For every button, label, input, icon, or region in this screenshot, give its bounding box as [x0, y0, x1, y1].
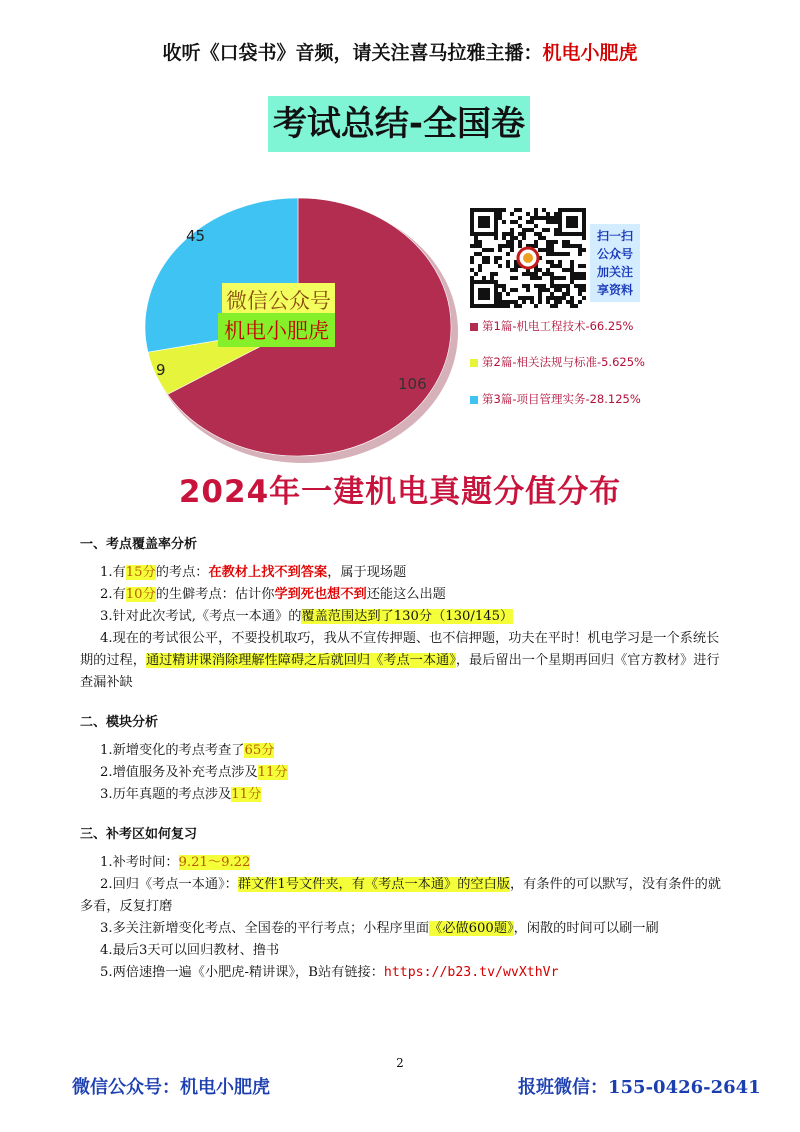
- legend-label: 第2篇-相关法规与标准-5.625%: [482, 355, 645, 369]
- qr-caption-line: 加关注: [596, 265, 633, 279]
- list-item: 2.有10分的生僻考点：估计你学到死也想不到还能这么出题: [100, 587, 446, 602]
- chart-title: 2024年一建机电真题分值分布: [178, 474, 622, 510]
- list-item: 1.有15分的考点：在教材上找不到答案，属于现场题: [100, 565, 407, 580]
- legend-item-1: [470, 318, 633, 334]
- list-item: 2.增值服务及补充考点涉及11分: [100, 765, 288, 780]
- qr-caption-line: 享资料: [596, 283, 633, 297]
- section-heading: 三、补考区如何复习: [80, 827, 198, 842]
- legend-item-3: [470, 391, 641, 407]
- legend-item-2: [470, 354, 645, 370]
- bilibili-link[interactable]: https://b23.tv/wvXthVr: [383, 965, 559, 980]
- page-title: 考试总结-全国卷: [268, 96, 530, 152]
- watermark-line1: 微信公众号: [222, 283, 335, 317]
- header-anchor-name: 机电小肥虎: [542, 42, 638, 64]
- list-item: 1.新增变化的考点考查了65分: [100, 743, 275, 758]
- legend-swatch: [470, 323, 478, 331]
- header-prefix: 收听《口袋书》音频，请关注喜马拉雅主播：: [162, 42, 543, 64]
- legend-label: 第1篇-机电工程技术-66.25%: [482, 319, 634, 333]
- list-item: 5.两倍速撸一遍《小肥虎-精讲课》，B站有链接：https://b23.tv/wvXthVr: [100, 965, 559, 980]
- page-header: [0, 38, 800, 65]
- qr-code-icon: [470, 208, 586, 308]
- list-item: 2.回归《考点一本通》：群文件1号文件夹，有《考点一本通》的空白版，有条件的可以默写，没有条件的就多看，反复打磨: [80, 877, 721, 914]
- watermark-line2: 机电小肥虎: [218, 313, 335, 347]
- content: [80, 534, 730, 984]
- slice-label-1: 9: [156, 361, 166, 379]
- list-item: 3.多关注新增变化考点、全国卷的平行考点；小程序里面《必做600题》，闲散的时间可以刷一刷: [100, 921, 659, 936]
- list-item: 4.最后3天可以回归教材、撸书: [100, 943, 280, 958]
- qr-caption-line: 公众号: [596, 247, 633, 261]
- footer-signup-wechat: 报班微信：155-0426-2641: [518, 1077, 761, 1098]
- section-heading: 二、模块分析: [80, 715, 159, 730]
- legend-swatch: [470, 359, 478, 367]
- page-number: 2: [396, 1056, 404, 1070]
- qr-caption-line: 扫一扫: [596, 229, 633, 243]
- legend-label: 第3篇-项目管理实务-28.125%: [482, 392, 641, 406]
- slice-label-0: 106: [398, 375, 427, 393]
- qr-caption: [590, 224, 640, 302]
- legend-swatch: [470, 396, 478, 404]
- list-item: 3.针对此次考试,《考点一本通》的覆盖范围达到了130分（130/145）: [100, 609, 514, 624]
- list-item: 4.现在的考试很公平，不要投机取巧，我从不宣传押题、也不信押题，功夫在平时！机电学习是一个系统长期的过程，通过精讲课消除理解性障碍之后就回归《考点一本通》，最后留出一个星期再回归《官方教材》进行查漏补缺: [80, 631, 720, 690]
- slice-label-2: 45: [186, 227, 206, 245]
- section-heading: 一、考点覆盖率分析: [80, 537, 198, 552]
- list-item: 3.历年真题的考点涉及11分: [100, 787, 262, 802]
- list-item: 1.补考时间：9.21～9.22: [100, 855, 251, 870]
- footer-wechat-account: 微信公众号：机电小肥虎: [72, 1077, 270, 1098]
